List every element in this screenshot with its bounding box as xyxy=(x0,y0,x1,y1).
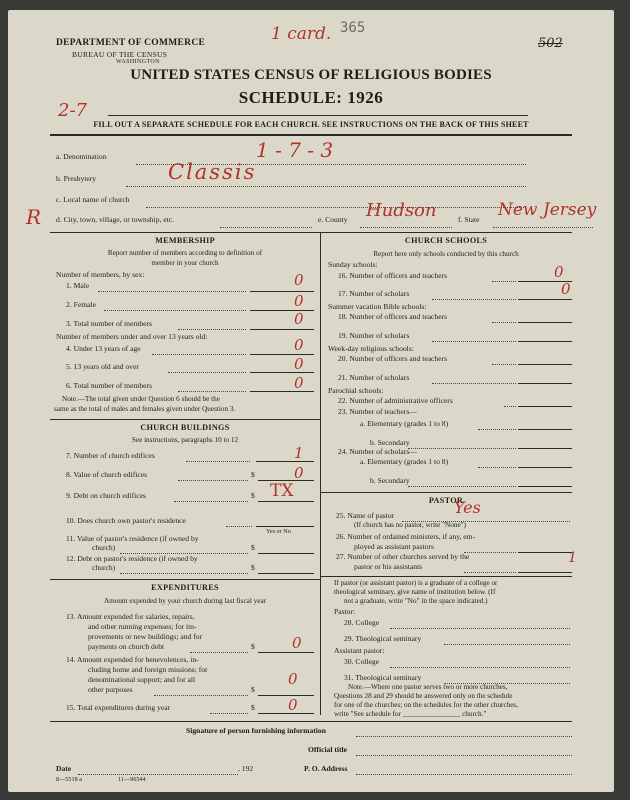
q23-teachers: 23. Number of teachers— xyxy=(338,407,417,416)
expenditures-sub: Amount expended by your church during last fiscal year xyxy=(103,597,267,605)
pastor-note-2: Questions 28 and 29 should be answered only on the schedule xyxy=(334,692,513,700)
q14-line3: denominational support; and for all xyxy=(88,675,196,684)
graduate-note-3: not a graduate, write "No" in the space indicated.) xyxy=(344,597,488,605)
margin-mark: R xyxy=(26,205,42,229)
bureau-label: BUREAU OF THE CENSUS xyxy=(72,50,168,59)
v3-total: 0 xyxy=(294,310,304,328)
q10-own-residence: 10. Does church own pastor's residence xyxy=(66,516,186,525)
q14-dollar: $ xyxy=(251,685,255,694)
membership-note-1: Note.—The total given under Question 6 should be the xyxy=(62,395,220,403)
pastor-note-4: write "See schedule for ________________ church." xyxy=(334,710,487,718)
year-label: , 192 xyxy=(238,764,254,773)
q26-line1: 26. Number of ordained ministers, if any, em- xyxy=(336,532,476,541)
q2-female: 2. Female xyxy=(66,300,96,309)
q15-total: 15. Total expenditures during year xyxy=(66,703,171,712)
parochial-schools-label: Parochial schools: xyxy=(328,386,384,395)
q9-dollar: $ xyxy=(251,491,255,500)
q13-line2: and other running expenses; for im- xyxy=(88,622,197,631)
membership-note-2: same as the total of males and females given under Question 3. xyxy=(54,405,236,413)
q27-line2: pastor or his assistants xyxy=(354,562,423,571)
v6-total: 0 xyxy=(294,374,304,392)
v17-scholars: 0 xyxy=(561,280,571,298)
pastor-note-1: Note.—Where one pastor serves two or more churches, xyxy=(348,683,508,691)
q8-dollar: $ xyxy=(251,470,255,479)
q11-line2: church) xyxy=(92,543,116,552)
v2-female: 0 xyxy=(294,292,304,310)
pastor-heading: PASTOR xyxy=(428,496,464,505)
weekday-schools-label: Week-day religious schools: xyxy=(328,344,414,353)
q4-under-13: 4. Under 13 years of age xyxy=(66,344,141,353)
q19-scholars: 19. Number of scholars xyxy=(338,331,410,340)
graduate-note-2: theological seminary, give name of institution below. (If xyxy=(334,588,496,596)
q14-line2: cluding home and foreign missions; for xyxy=(88,665,208,674)
sunday-schools-label: Sunday schools: xyxy=(328,260,378,269)
schools-sub: Report here only schools conducted by this church xyxy=(373,250,519,258)
q24-scholars: 24. Number of scholars— xyxy=(338,447,417,456)
membership-sub1: Report number of members according to definition of xyxy=(107,249,263,257)
city-town-label: d. City, town, village, or township, etc. xyxy=(56,215,175,224)
q29-seminary: 29. Theological seminary xyxy=(344,634,422,643)
v4-under-13: 0 xyxy=(294,336,304,354)
q14-line4: other purposes xyxy=(88,685,133,694)
q8-value: 8. Value of church edifices xyxy=(66,470,148,479)
q22-admin: 22. Number of administrative officers xyxy=(338,396,453,405)
q12-line1: 12. Debt on pastor's residence (if owned by xyxy=(66,554,198,563)
q16-officers: 16. Number of officers and teachers xyxy=(338,271,448,280)
q24a-elementary: a. Elementary (grades 1 to 8) xyxy=(360,457,449,466)
q13-line1: 13. Amount expended for salaries, repairs, xyxy=(66,612,195,621)
members-by-sex-label: Number of members, by sex: xyxy=(56,270,145,279)
print-number: 11—96544 xyxy=(118,776,146,783)
instruction-line: FILL OUT A SEPARATE SCHEDULE FOR EACH CHURCH. SEE INSTRUCTIONS ON THE BACK OF THIS SHEET xyxy=(93,120,529,129)
membership-heading: MEMBERSHIP xyxy=(155,236,215,245)
assistant-pastor-label: Assistant pastor: xyxy=(334,646,385,655)
q12-line2: church) xyxy=(92,563,116,572)
q27-line1: 27. Number of other churches served by the xyxy=(336,552,470,561)
denomination-label: a. Denomination xyxy=(56,152,107,161)
expenditures-heading: EXPENDITURES xyxy=(151,583,219,592)
v5-over-13: 0 xyxy=(294,355,304,373)
q25-note: (If church has no pastor, write "None") xyxy=(354,521,466,529)
v7-edifices: 1 xyxy=(294,444,304,462)
county-value: Hudson xyxy=(366,200,437,221)
q17-scholars: 17. Number of scholars xyxy=(338,289,410,298)
q7-edifices: 7. Number of church edifices xyxy=(66,451,155,460)
pastor-note-3: for one of the churches; on the schedules for the other churches, xyxy=(334,701,519,709)
age-heading: Number of members under and over 13 years old: xyxy=(56,332,208,341)
pastor-label: Pastor: xyxy=(334,607,356,616)
q14-line1: 14. Amount expended for benevolences, in- xyxy=(66,655,199,664)
q11-dollar: $ xyxy=(251,543,255,552)
q9-debt: 9. Debt on church edifices xyxy=(66,491,146,500)
buildings-sub: See instructions, paragraphs 10 to 12 xyxy=(131,436,239,444)
handwritten-left-number: 2-7 xyxy=(58,100,87,121)
q23a-elementary: a. Elementary (grades 1 to 8) xyxy=(360,419,449,428)
q30-college: 30. College xyxy=(344,657,380,666)
q23b-secondary: b. Secondary xyxy=(370,438,410,447)
v1-male: 0 xyxy=(294,271,304,289)
signature-label: Signature of person furnishing information xyxy=(186,726,326,735)
q12-dollar: $ xyxy=(251,563,255,572)
v8-value: 0 xyxy=(294,464,304,482)
local-name-label: c. Local name of church xyxy=(56,195,130,204)
q28-college: 28. College xyxy=(344,618,380,627)
presbytery-label: b. Presbytery xyxy=(56,174,97,183)
form-number: 8—5518 a xyxy=(56,776,82,783)
department-label: DEPARTMENT OF COMMERCE xyxy=(56,38,206,48)
presbytery-value: Classis xyxy=(168,160,257,184)
state-label: f. State xyxy=(458,215,480,224)
yes-or-no-hint: Yes or No xyxy=(266,528,291,535)
q26-line2: ployed as assistant pastors xyxy=(354,542,434,551)
q21-scholars: 21. Number of scholars xyxy=(338,373,410,382)
schedule-title: SCHEDULE: 1926 xyxy=(238,88,384,107)
membership-sub2: member in your church xyxy=(151,259,219,267)
q1-male: 1. Male xyxy=(66,281,90,290)
v14-benevolences: 0 xyxy=(288,670,298,688)
city-label: WASHINGTON xyxy=(116,59,160,65)
q11-line1: 11. Value of pastor's residence (if owned by xyxy=(66,534,199,543)
buildings-heading: CHURCH BUILDINGS xyxy=(140,423,230,432)
q13-dollar: $ xyxy=(251,642,255,651)
v16-officers: 0 xyxy=(554,263,564,281)
summer-schools-label: Summer vacation Bible schools: xyxy=(328,302,427,311)
q20-officers: 20. Number of officers and teachers xyxy=(338,354,448,363)
official-title-label: Official title xyxy=(308,745,348,754)
v9-debt: TX xyxy=(270,481,294,501)
crossed-corner-number: 502 xyxy=(538,36,563,51)
graduate-note-1: If pastor (or assistant pastor) is a graduate of a college or xyxy=(334,579,498,587)
denomination-value: 1 - 7 - 3 xyxy=(256,138,334,162)
stamp-number: 365 xyxy=(340,20,366,36)
q24b-secondary: b. Secondary xyxy=(370,476,410,485)
handwritten-card-note: 1 card. xyxy=(271,24,332,44)
q3-total: 3. Total number of members xyxy=(66,319,153,328)
q13-line3: provements or new buildings; and for xyxy=(88,632,203,641)
v13-running: 0 xyxy=(292,634,302,652)
q13-line4: payments on church debt xyxy=(88,642,165,651)
q31-seminary: 31. Theological seminary xyxy=(344,673,422,682)
po-address-label: P. O. Address xyxy=(304,764,348,773)
state-value: New Jersey xyxy=(498,200,597,220)
form-title: UNITED STATES CENSUS OF RELIGIOUS BODIES xyxy=(130,67,492,83)
date-label: Date xyxy=(56,764,72,773)
schools-heading: CHURCH SCHOOLS xyxy=(404,236,488,245)
v27-other-churches: 1 xyxy=(568,550,577,566)
v15-total: 0 xyxy=(288,696,298,714)
county-label: e. County xyxy=(318,215,348,224)
q25-name: 25. Name of pastor xyxy=(336,511,395,520)
q18-officers: 18. Number of officers and teachers xyxy=(338,312,448,321)
v25-name: Yes xyxy=(454,498,481,517)
q6-total: 6. Total number of members xyxy=(66,381,153,390)
q15-dollar: $ xyxy=(251,703,255,712)
q5-over-13: 5. 13 years old and over xyxy=(66,362,139,371)
census-schedule-sheet xyxy=(8,10,614,792)
